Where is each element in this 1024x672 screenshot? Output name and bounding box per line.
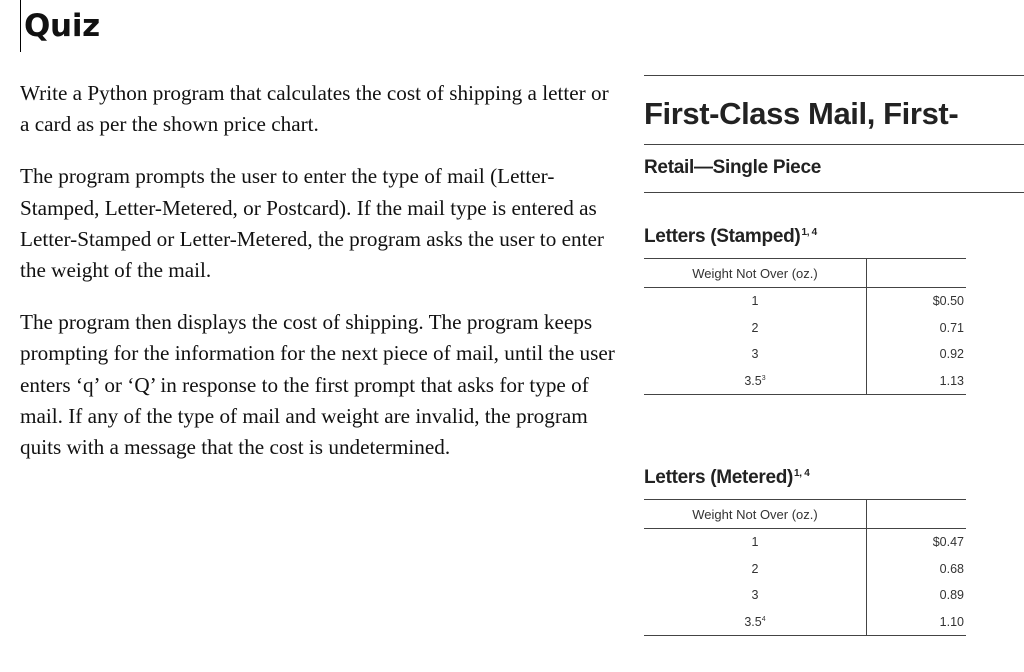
page-title: Quiz	[20, 0, 100, 52]
weight-cell: 2	[644, 556, 867, 583]
price-cell: 0.92	[939, 347, 964, 362]
price-cell: 1.10	[867, 609, 967, 636]
weight-footnote: 4	[761, 615, 766, 623]
section-title-text: Letters (Stamped)	[644, 226, 801, 247]
section-title-text: Letters (Metered)	[644, 467, 794, 488]
price-cell: 0.89	[939, 588, 964, 603]
rate-table-metered	[644, 499, 966, 636]
chart-heading: First-Class Mail, First-	[644, 96, 959, 131]
table-row	[644, 582, 966, 609]
table-row	[644, 529, 966, 556]
price-cell: $0.47	[932, 535, 964, 550]
section-title-footnote: 1, 4	[794, 468, 810, 479]
price-cell: 0.71	[939, 320, 964, 335]
table-row	[644, 315, 966, 342]
weight-cell: 2	[644, 315, 867, 342]
column-header-weight: Weight Not Over (oz.)	[644, 259, 867, 288]
quiz-paragraph: The program prompts the user to enter the type of mail (Letter-Stamped, Letter-Metered, or Postcard). If the mail type is entered as Letter-Stamped or Letter-Metered, the program asks the user to enter the weight of the mail.	[20, 164, 604, 283]
weight-footnote: 3	[761, 374, 766, 382]
section-title-footnote: 1, 4	[801, 227, 817, 238]
section-title-stamped	[644, 226, 817, 248]
price-cell: $0.50	[932, 294, 964, 309]
chart-top-rule	[644, 75, 1024, 76]
quiz-description	[20, 78, 620, 484]
weight-cell: $3.5^4$	[644, 609, 867, 636]
table-row	[644, 341, 966, 368]
column-header-weight: Weight Not Over (oz.)	[644, 500, 867, 529]
weight-cell: 3	[644, 341, 867, 368]
column-header-price	[867, 500, 967, 529]
column-header-price	[867, 259, 967, 288]
price-chart	[644, 75, 1024, 672]
weight-cell: $3.5^3$	[644, 368, 867, 395]
weight-cell: 1	[644, 529, 867, 556]
weight-cell: 1	[644, 288, 867, 315]
table-row	[644, 556, 966, 583]
price-cell: 0.68	[939, 561, 964, 576]
table-row	[644, 609, 966, 636]
quiz-paragraph: Write a Python program that calculates the cost of shipping a letter or a card as per the shown price chart.	[20, 81, 609, 137]
table-row	[644, 288, 966, 315]
chart-subheading: Retail—Single Piece	[644, 157, 821, 178]
chart-subheading-rule	[644, 192, 1024, 193]
quiz-paragraph: The program then displays the cost of shipping. The program keeps prompting for the information for the next piece of mail, until the user enters ‘q’ or ‘Q’ in response to the first prompt that asks for type of mail. If any of the type of mail and weight are invalid, the program quits with a message that the cost is undetermined.	[20, 310, 615, 460]
chart-heading-rule	[644, 144, 1024, 145]
weight-cell: 3	[644, 582, 867, 609]
rate-table-stamped	[644, 258, 966, 395]
section-title-metered	[644, 467, 810, 489]
price-cell: 1.13	[867, 368, 967, 395]
table-row	[644, 368, 966, 395]
